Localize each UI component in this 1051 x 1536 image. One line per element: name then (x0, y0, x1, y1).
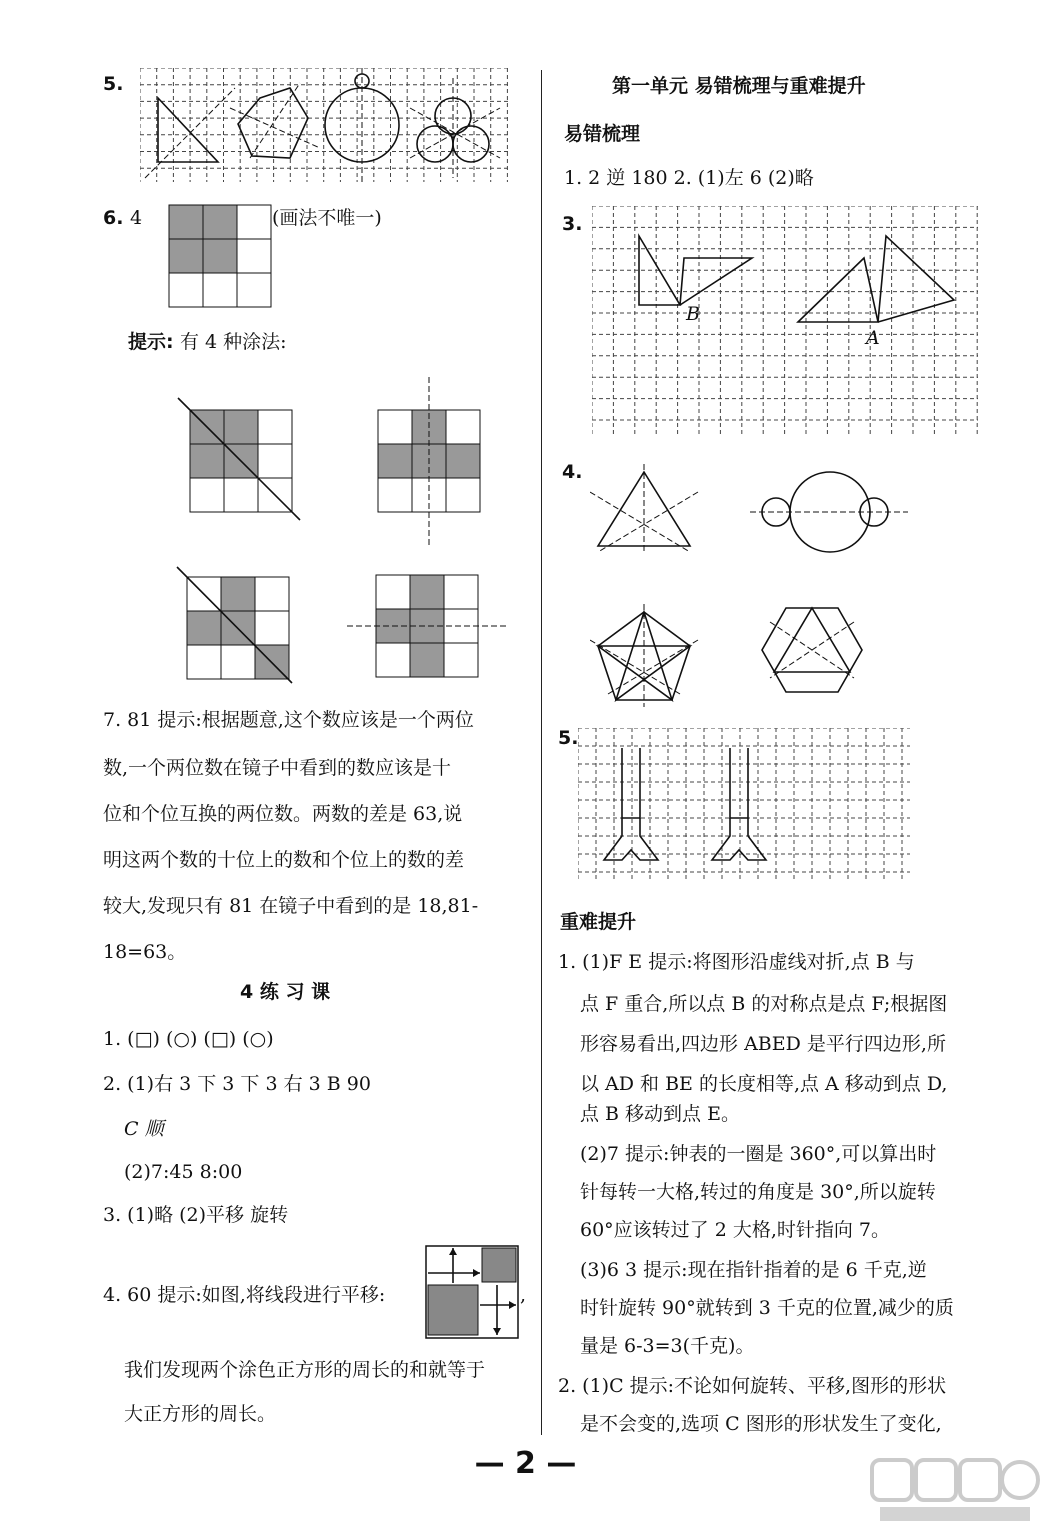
q6-option-d (345, 570, 510, 682)
s4-q2-line3: (2)7:45 8:00 (124, 1161, 243, 1183)
s4-q4-line2: 我们发现两个涂色正方形的周长的和就等于 (124, 1359, 486, 1381)
s4-q1: 1. (□) (○) (□) (○) (103, 1028, 274, 1050)
r-q4-hex-triangle (774, 608, 850, 672)
z-line-11: 量是 6-3=3(千克)。 (580, 1335, 755, 1357)
q6-option-c (172, 565, 302, 685)
r-q3-number: 3. (562, 213, 583, 235)
r-q3-shape-left (639, 236, 680, 305)
q7-line-5: 较大,发现只有 81 在镜子中看到的是 18,81- (103, 895, 479, 917)
q7-line-3: 位和个位互换的两位数。两数的差是 63,说 (103, 803, 463, 825)
s4-q4-figure (425, 1245, 520, 1340)
r-q1: 1. 2 逆 180 2. (1)左 6 (2)略 (564, 167, 814, 189)
column-divider (541, 70, 542, 1435)
s4-q4-line3: 大正方形的周长。 (124, 1403, 277, 1425)
s4-q2-line2: C 顺 (124, 1118, 164, 1140)
q6-grid (168, 204, 272, 308)
z-line-1: 1. (1)F E 提示:将图形沿虚线对折,点 B 与 (558, 951, 915, 973)
page-number: — 2 — (474, 1446, 577, 1481)
z-line-6: (2)7 提示:钟表的一圈是 360°,可以算出时 (580, 1143, 937, 1165)
s4-q4: 4. 60 提示:如图,将线段进行平移: (103, 1284, 386, 1306)
r-q4-number: 4. (562, 461, 583, 483)
z-line-2: 点 F 重合,所以点 B 的对称点是点 F;根据图 (580, 993, 948, 1015)
subheading-mistakes: 易错梳理 (564, 123, 641, 145)
z-line-5: 点 B 移动到点 E。 (580, 1103, 740, 1125)
s4-q3: 3. (1)略 (2)平移 旋转 (103, 1204, 289, 1226)
q7-line-6: 18=63。 (103, 941, 187, 963)
unit-title: 第一单元 易错梳理与重难提升 (612, 75, 866, 97)
q7-line-2: 数,一个两位数在镜子中看到的数应该是十 (103, 757, 452, 779)
q6-note: (画法不唯一) (272, 207, 382, 229)
q6-answer: 4 (130, 207, 143, 229)
r-q5-stem-right (730, 748, 748, 818)
q7-line-1: 7. 81 提示:根据题意,这个数应该是一个两位 (103, 709, 474, 731)
q5-figure-grid (140, 68, 510, 184)
point-label-a: A (866, 327, 880, 349)
z-line-12: 2. (1)C 提示:不论如何旋转、平移,图形的形状 (558, 1375, 947, 1397)
q6-option-a (175, 395, 305, 525)
r-q4-figures (590, 462, 920, 712)
q6-hint: 有 4 种涂法: (180, 331, 287, 353)
q6-option-b (365, 375, 495, 550)
r-q4-right-circle (860, 498, 888, 526)
point-label-b: B (686, 303, 700, 325)
r-q4-left-circle (762, 498, 790, 526)
section4-title: 4 练 习 课 (240, 981, 331, 1003)
z-line-8: 60°应该转过了 2 大格,时针指向 7。 (580, 1219, 891, 1241)
subheading-difficult: 重难提升 (560, 911, 637, 933)
r-q5-stem-left (622, 748, 640, 818)
z-line-9: (3)6 3 提示:现在指针指着的是 6 千克,逆 (580, 1259, 927, 1281)
watermark-logo (870, 1455, 1040, 1525)
z-line-13: 是不会变的,选项 C 图形的形状发生了变化, (580, 1413, 942, 1435)
r-q5-number: 5. (558, 727, 579, 749)
r-q5-grid (578, 728, 912, 884)
q5-number: 5. (103, 73, 124, 95)
s4-q4-comma: , (520, 1284, 527, 1306)
q7-line-4: 明这两个数的十位上的数和个位上的数的差 (103, 849, 465, 871)
s4-q2-line1: 2. (1)右 3 下 3 下 3 右 3 B 90 (103, 1073, 371, 1095)
r-q3-grid (592, 206, 980, 438)
z-line-10: 时针旋转 90°就转到 3 千克的位置,减少的质 (580, 1297, 954, 1319)
z-line-4: 以 AD 和 BE 的长度相等,点 A 移动到点 D, (580, 1073, 948, 1095)
q5-triangle (158, 98, 218, 162)
z-line-3: 形容易看出,四边形 ABED 是平行四边形,所 (580, 1033, 946, 1055)
z-line-7: 针每转一大格,转过的角度是 30°,所以旋转 (580, 1181, 936, 1203)
r-q3-shape-right (798, 258, 878, 322)
q6-hint-label: 提示: (128, 331, 174, 353)
q6-number: 6. (103, 207, 124, 229)
r-q3-shape-left2 (680, 258, 752, 305)
